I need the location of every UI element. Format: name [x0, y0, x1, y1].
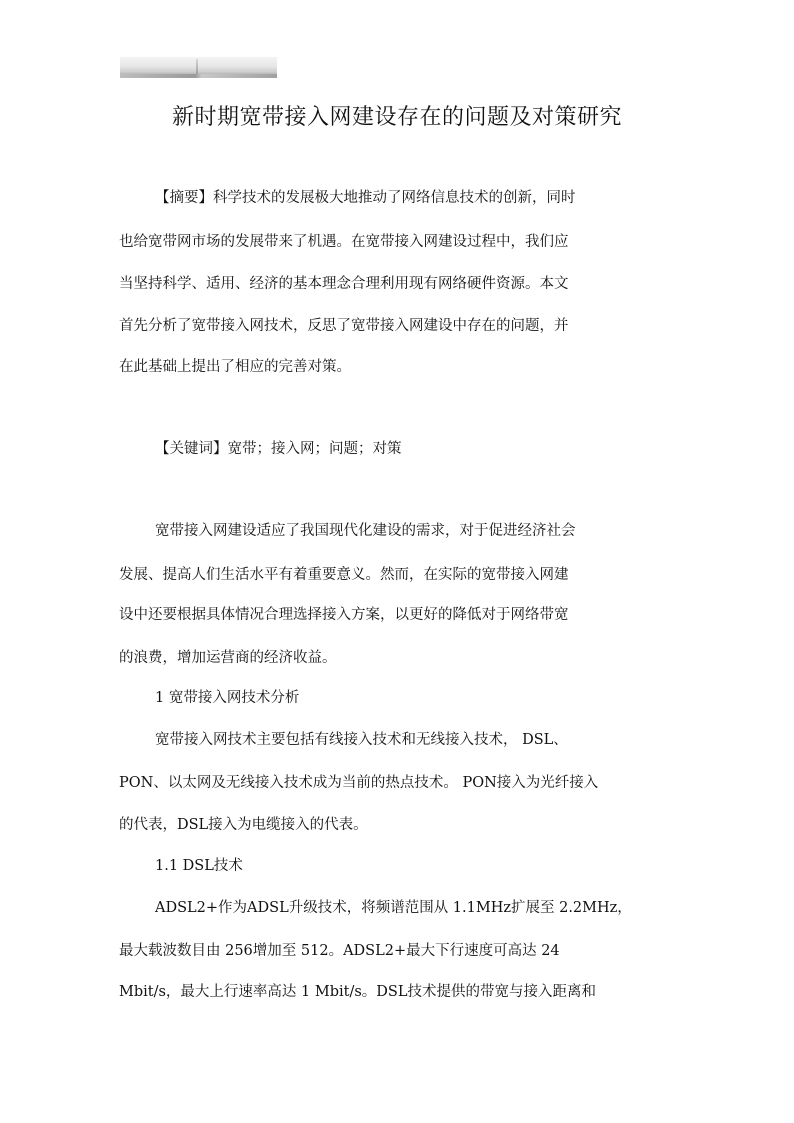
intro-line-1: 宽带接入网建设适应了我国现代化建设的需求，对于促进经济社会 [155, 523, 576, 539]
intro-line-4: 的浪费，增加运营商的经济收益。 [119, 650, 337, 666]
dsl-line-3: Mbit/s，最大上行速率高达 1 Mbit/s。DSL技术提供的带宽与接入距离和 [119, 984, 596, 1000]
dsl-line-2: 最大载波数目由 256增加至 512。ADSL2+最大下行速度可高达 24 [119, 943, 560, 959]
abstract-line-2: 也给宽带网市场的发展带来了机遇。在宽带接入网建设过程中，我们应 [119, 234, 569, 250]
section1-line-2: PON、以太网及无线接入技术成为当前的热点技术。 PON接入为光纤接入 [119, 775, 599, 791]
abstract-line-4: 首先分析了宽带接入网技术，反思了宽带接入网建设中存在的问题，并 [119, 318, 569, 334]
section1-line-1: 宽带接入网技术主要包括有线接入技术和无线接入技术， DSL、 [155, 732, 568, 748]
section1-line-3: 的代表，DSL接入为电缆接入的代表。 [119, 817, 368, 833]
section-heading-1: 1 宽带接入网技术分析 [155, 690, 300, 706]
abstract-line-3: 当坚持科学、适用、经济的基本理念合理利用现有网络硬件资源。本文 [119, 276, 569, 292]
abstract-line-5: 在此基础上提出了相应的完善对策。 [119, 359, 351, 375]
intro-line-3: 设中还要根据具体情况合理选择接入方案，以更好的降低对于网络带宽 [119, 607, 569, 623]
logo-book-edge [120, 74, 277, 78]
document-title: 新时期宽带接入网建设存在的问题及对策研究 [171, 105, 622, 130]
keywords-line: 【关键词】宽带；接入网；问题；对策 [155, 441, 402, 457]
subsection-heading-1-1: 1.1 DSL技术 [155, 858, 243, 874]
dsl-line-1: ADSL2+作为ADSL升级技术，将频谱范围从 1.1MHz扩展至 2.2MHz， [155, 900, 632, 916]
abstract-line-1: 【摘要】科学技术的发展极大地推动了网络信息技术的创新，同时 [155, 190, 576, 206]
header-logo-image [120, 57, 277, 78]
intro-line-2: 发展、提高人们生活水平有着重要意义。然而，在实际的宽带接入网建 [119, 567, 569, 583]
